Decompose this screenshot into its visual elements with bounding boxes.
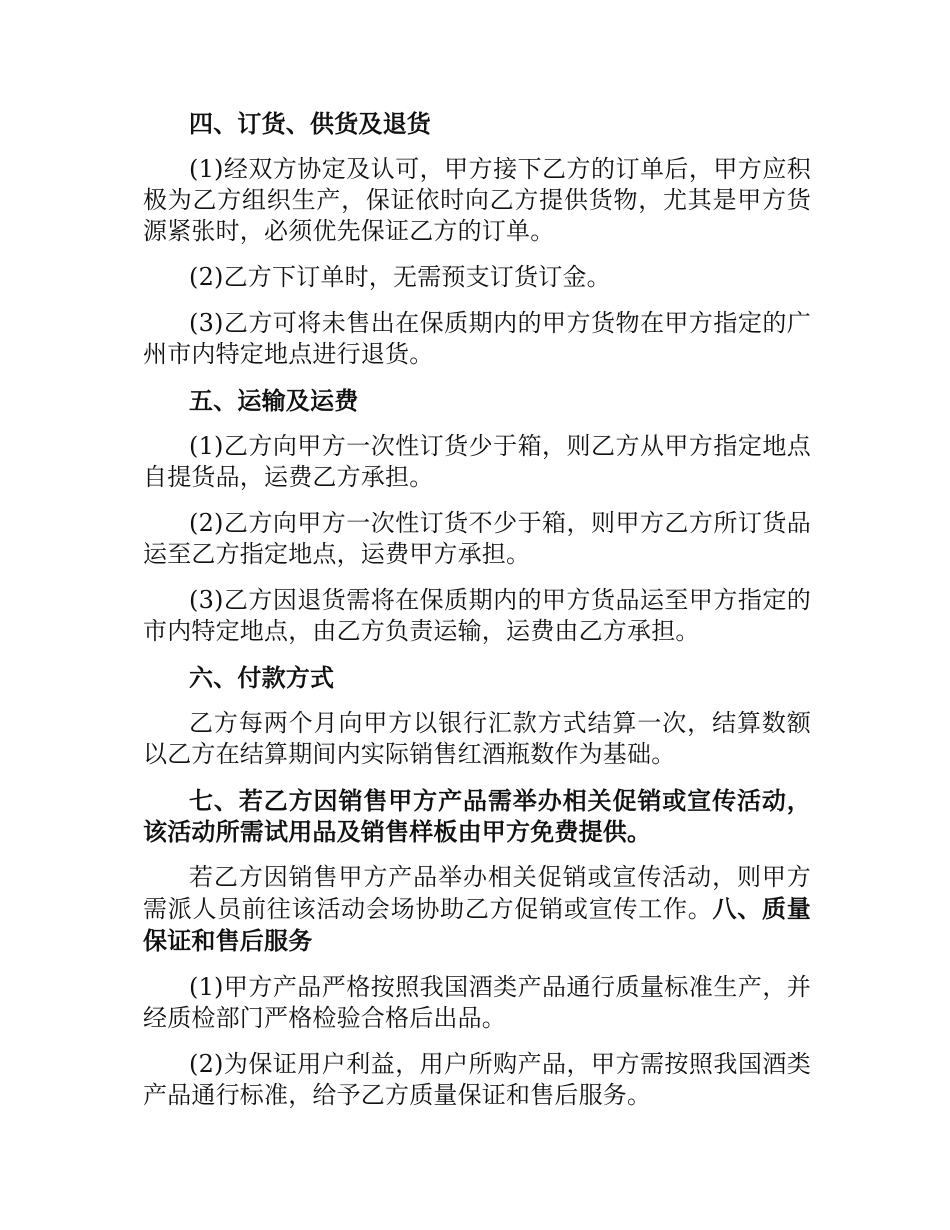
paragraph-promotion-with-inline-heading (143, 862, 811, 957)
section-heading-promotion: 七、若乙方因销售甲方产品需举办相关促销或宣传活动，该活动所需试用品及销售样板由甲方免费提供。 (143, 786, 811, 846)
paragraph-quality-2: (2)为保证用户利益，用户所购产品，甲方需按照我国酒类产品通行标准，给予乙方质量保证和售后服务。 (143, 1050, 811, 1109)
paragraph-ordering-2: (2)乙方下订单时，无需预支订货订金。 (189, 263, 611, 291)
document-page (143, 108, 811, 1111)
paragraph-transport-3: (3)乙方因退货需将在保质期内的甲方货品运至甲方指定的市内特定地点，由乙方负责运输，运费由乙方承担。 (143, 586, 811, 645)
section-heading-payment: 六、付款方式 (189, 663, 335, 692)
section-heading-ordering: 四、订货、供货及退货 (189, 109, 431, 138)
paragraph-ordering-1: (1)经双方协定及认可，甲方接下乙方的订单后，甲方应积极为乙方组织生产，保证依时向乙方提供货物，尤其是甲方货源紧张时，必须优先保证乙方的订单。 (143, 155, 811, 245)
paragraph-transport-2: (2)乙方向甲方一次性订货不少于箱，则甲方乙方所订货品运至乙方指定地点，运费甲方承担。 (143, 509, 811, 568)
paragraph-ordering-3: (3)乙方可将未售出在保质期内的甲方货物在甲方指定的广州市内特定地点进行退货。 (143, 309, 811, 368)
paragraph-transport-1: (1)乙方向甲方一次性订货少于箱，则乙方从甲方指定地点自提货品，运费乙方承担。 (143, 432, 811, 491)
paragraph-promotion-text: 若乙方因销售甲方产品举办相关促销或宣传活动，则甲方需派人员前往该活动会场协助乙方促销或宣传工作。 (143, 863, 811, 923)
section-heading-quality: 八、质量保证和售后服务 (143, 894, 811, 955)
section-heading-transport: 五、运输及运费 (189, 386, 359, 415)
paragraph-quality-1: (1)甲方产品严格按照我国酒类产品通行质量标准生产，并经质检部门严格检验合格后出品。 (143, 973, 811, 1032)
paragraph-payment-1: 乙方每两个月向甲方以银行汇款方式结算一次，结算数额以乙方在结算期间内实际销售红酒瓶数作为基础。 (143, 709, 811, 768)
